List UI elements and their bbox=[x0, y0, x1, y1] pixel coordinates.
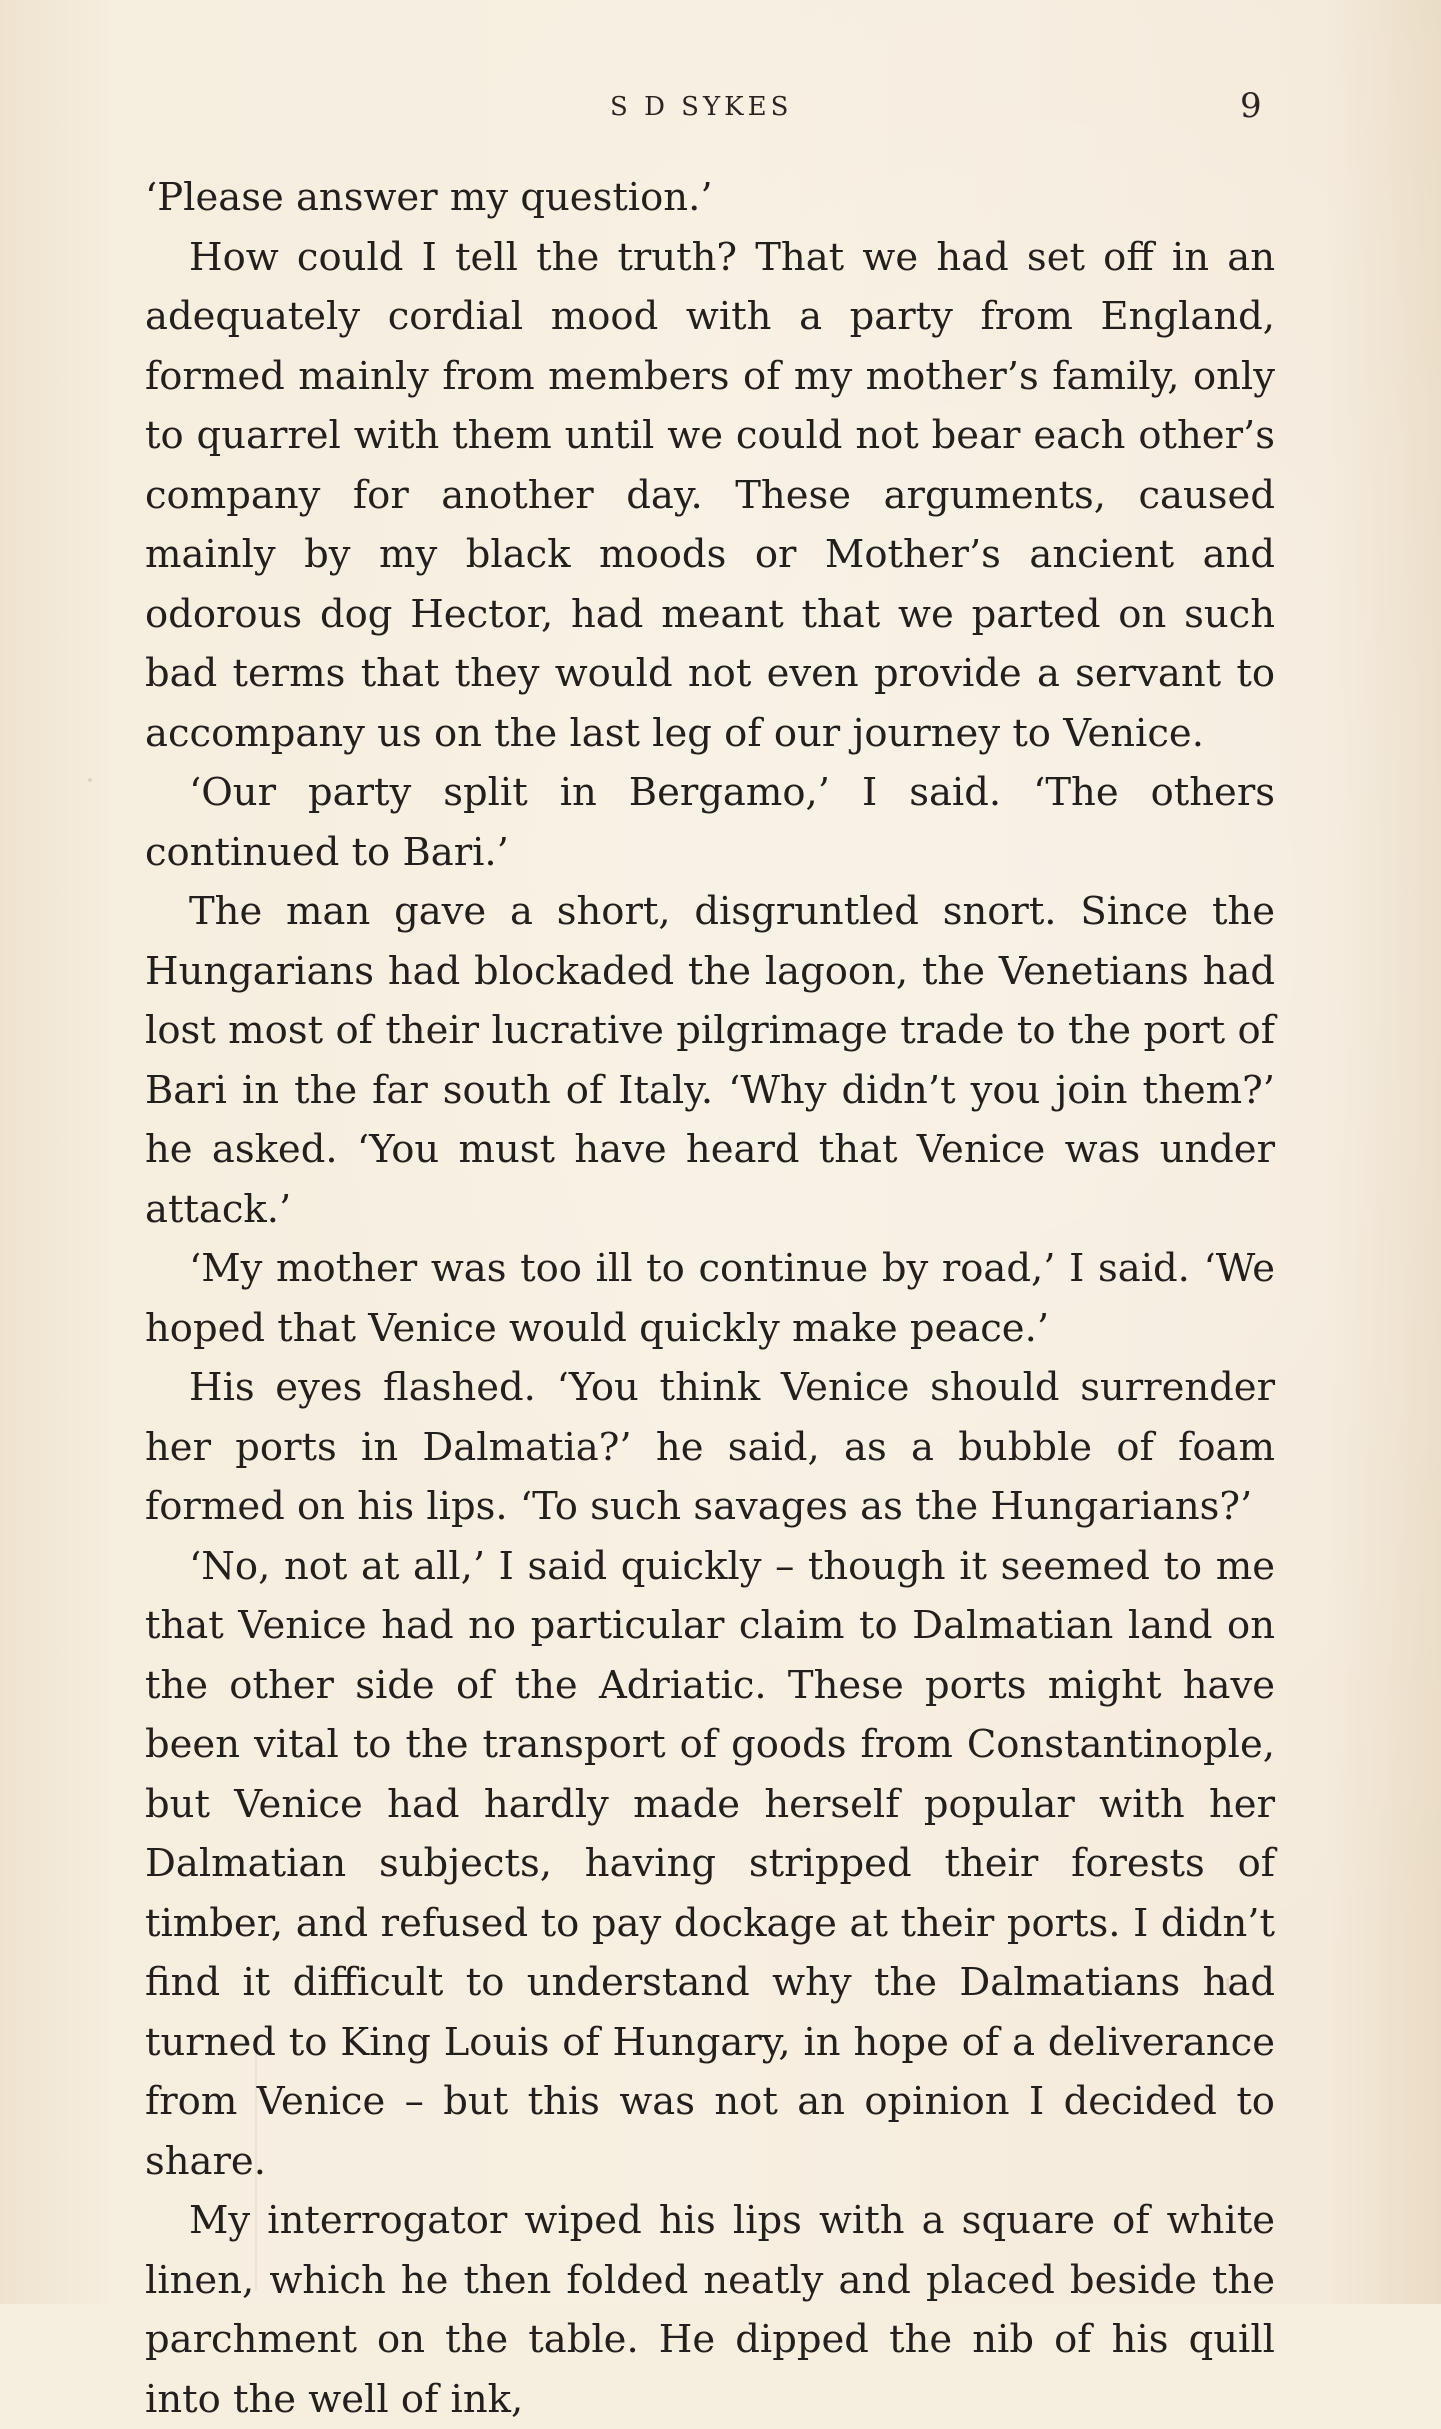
running-head: S D SYKES bbox=[610, 92, 793, 122]
paragraph: ‘My mother was too ill to continue by road,’ I said. ‘We hoped that Venice would quickly make peace.’ bbox=[145, 1246, 1275, 1351]
page-header bbox=[0, 86, 1441, 132]
page-number: 9 bbox=[1240, 86, 1262, 126]
paragraph: ‘Our party split in Bergamo,’ I said. ‘The others continued to Bari.’ bbox=[145, 770, 1275, 875]
paragraph: How could I tell the truth? That we had set off in an adequately cordial mood with a party from England, formed mainly from members of my mother’s family, only to quarrel with them until we could not bear each other’s company for another day. These arguments, caused mainly by my black moods or Mother’s ancient and odorous dog Hector, had meant that we parted on such bad terms that they would not even provide a servant to accompany us on the last leg of our journey to Venice. bbox=[145, 234, 1275, 756]
paragraph: ‘Please answer my question.’ bbox=[145, 175, 713, 220]
paragraph: My interrogator wiped his lips with a square of white linen, which he then folded neatly and placed beside the parchment on the table. He dipped the nib of his quill into the well of ink, bbox=[145, 2198, 1275, 2422]
paragraph: ‘No, not at all,’ I said quickly – though it seemed to me that Venice had no particular claim to Dalmatian land on the other side of the Adriatic. These ports might have been vital to the transport of goods from Constantinople, but Venice had hardly made herself popular with her Dalmatian subjects, having stripped their forests of timber, and refused to pay dockage at their ports. I didn’t find it difficult to understand why the Dalmatians had turned to King Louis of Hungary, in hope of a deliverance from Venice – but this was not an opinion I decided to share. bbox=[145, 1543, 1275, 2184]
body-text bbox=[145, 168, 1275, 2429]
paragraph: The man gave a short, disgruntled snort. Since the Hungarians had blockaded the lagoon, the Venetians had lost most of their lucrative pilgrimage trade to the port of Bari in the far south of Italy. ‘Why didn’t you join them?’ he asked. ‘You must have heard that Venice was under attack.’ bbox=[145, 889, 1275, 1232]
paper-speck bbox=[88, 778, 92, 782]
paragraph: His eyes flashed. ‘You think Venice should surrender her ports in Dalmatia?’ he said, as a bubble of foam formed on his lips. ‘To such savages as the Hungarians?’ bbox=[145, 1365, 1275, 1529]
